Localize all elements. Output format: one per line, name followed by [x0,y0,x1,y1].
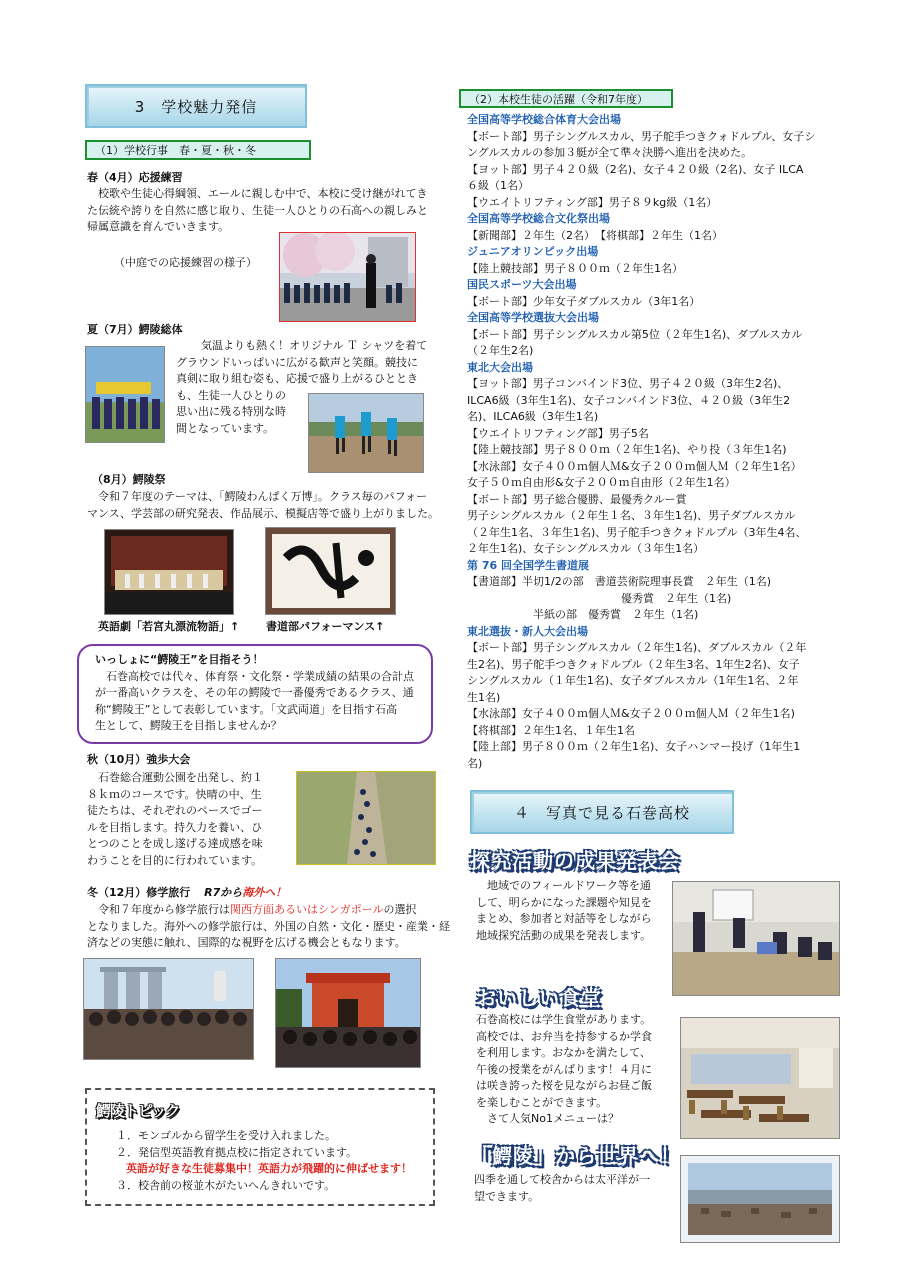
singapore-trip-photo [83,958,254,1060]
text-line: 済などの実態に触れ、国際的な視野を広げる機会ともなります。 [87,936,406,949]
competition-heading: 全国高等学校総合文化祭出場 [467,212,610,225]
research-title: 探究活動の成果発表会 [470,849,680,873]
topics-title: 鰐陵トピック [96,1102,180,1120]
text-line: 帰属意識を育んでいきます。 [87,220,230,233]
topic-item: ３．校舎前の桜並木がたいへんきれいです。 [116,1178,336,1192]
achievement-line: 【陸上競技部】男子８００ｍ（２年生1名） [467,261,683,275]
text-line: も、生徒一人ひとりの [176,388,286,402]
text-line: さて人気No1メニューは？ [476,1112,619,1125]
achievement-line: 【ボート部】男子シングルスカル、男子舵手つきクォドルプル、女子シ [467,129,816,143]
ocean-view-photo [680,1155,840,1243]
competition-heading: 第 76 回全国学生書道展 [467,558,589,572]
cafeteria-text [476,1012,652,1128]
achievement-line: 生1名) [467,690,501,704]
text-line: は咲き誇った桜を見ながらお昼ご飯 [476,1079,652,1092]
competition-heading: 東北選抜・新人大会出場 [467,624,588,638]
achievement-line: 女子５０ｍ自由形&女子２００ｍ自由形（２年生1名） [467,476,736,489]
cafeteria-title: おいしい食堂 [476,986,602,1010]
winter-title-red: 海外へ！ [242,886,287,899]
section-4-title: ４ 写真で見る石巻高校 [513,803,690,822]
text-line: ルを目指します。持久力を養い、ひ [87,820,263,834]
text-line: 生として、鰐陵王を目指しませんか？ [95,719,282,732]
long-walk-photo [296,771,436,865]
achievement-line: 名) [467,756,483,770]
achievement-line: （２年生2名) [467,344,534,357]
text-line: 真剣に取り組む姿も、応援で盛り上がるひととき [176,372,418,385]
research-presentation-photo [672,881,840,996]
competition-heading: 全国高等学校総合体育大会出場 [467,113,621,126]
english-drama-photo [104,529,234,615]
winter-title [87,885,286,902]
winter-title-em: R7から [204,886,243,899]
winter-title-main: 冬（12月）修学旅行 [87,886,191,899]
text-line: 石巻総合運動公園を出発し、約１ [87,771,263,784]
spring-caption: （中庭での応援練習の様子） [114,256,257,269]
text-line: 間となっています。 [176,421,275,435]
subsection-1-heading [85,140,311,160]
text-line: を楽しむことができます。 [476,1095,608,1109]
august-title: （8月）鰐陵祭 [92,473,166,486]
text-line: 地域探究活動の成果を発表します。 [476,928,652,942]
text-line: 石巻高校には学生食堂があります。 [476,1013,652,1026]
section-3-banner [85,84,307,128]
text-line: 四季を通して校舎からは太平洋が一 [474,1173,650,1186]
achievement-line: 【ウエイトリフティング部】男子８９kg級（1名） [467,195,718,209]
text-line: を利用します。おなかを満たして、 [476,1046,651,1059]
subsection-2-heading [459,89,673,108]
world-title: 「鰐陵」から世界へ！ [471,1144,681,1168]
achievement-line: （２年生1名、３年生1名)、男子舵手つきクォドルプル（3年生4名、 [467,525,807,539]
text-line: わうことを目的に行われています。 [87,853,263,867]
text-line: 徒たちは、それぞれのペースでゴー [87,804,263,817]
section-4-banner [470,790,734,834]
autumn-title: 秋（10月）強歩大会 [87,753,191,766]
autumn-text [87,770,263,869]
achievement-line: 【将棋部】２年生1名、１年生1名 [467,723,635,737]
research-text [476,878,652,944]
achievement-line: 【ヨット部】男子コンバインド3位、男子４２０級（3年生2名)、 [467,377,789,390]
spring-text [87,186,428,236]
achievement-line: 【水泳部】女子４００ｍ個人Ｍ&女子２００ｍ個人Ｍ（２年生1名） [467,459,802,473]
achievement-line: 【陸上競技部】男子８００ｍ（２年生1名)、やり投（３年生1名) [467,443,787,456]
text-line: して、明らかになった課題や知見を [476,895,652,909]
topics-list [116,1128,412,1194]
drama-caption: 英語劇「若宮丸漂流物語」↑ [98,620,240,633]
kansai-trip-photo [275,958,421,1068]
text-line: マンス、学芸部の研究発表、作品展示、模擬店等で盛り上がりました。 [87,506,439,520]
achievement-line: 【書道部】半切1/2の部 書道芸術院理事長賞 ２年生（1名) [467,575,771,588]
topic-item: １．モンゴルから留学生を受け入れました。 [116,1129,336,1142]
competition-heading: 国民スポーツ大会出場 [467,278,577,291]
calligraphy-caption: 書道部パフォーマンス↑ [266,620,385,633]
achievement-line: 【ボート部】少年女子ダブルスカル（3年1名） [467,294,701,308]
text-line: が一番高いクラスを、その年の鰐陵で一番優秀であるクラス、通 [95,686,414,699]
text-line: まとめ、参加者と対話等をしながら [476,912,652,925]
summer-title: 夏（7月）鰐陵総体 [87,323,183,336]
text-span: の選択 [383,903,417,916]
achievement-line: 優秀賞 ２年生（1名) [467,591,732,605]
section-3-title: 3 学校魅力発信 [134,97,258,116]
achievement-line: ングルスカルの参加３艇が全て準々決勝へ進出を決めた。 [467,146,753,159]
text-line: 気温よりも熱く！オリジナル Ｔ シャツを着て [190,339,428,352]
achievement-line: 【ウエイトリフティング部】男子5名 [467,426,649,440]
achievement-line: 【ヨット部】男子４２０級（2名)、女子４２０級（2名)、女子 ILCA [467,162,804,176]
achievement-line: ６級（1名） [467,179,529,192]
cafeteria-photo [680,1017,840,1139]
achievement-line: ILCA6級（3年生1名)、女子コンバインド3位、４２０級（3年生2 [467,393,791,407]
calligraphy-performance-photo [265,527,396,615]
achievement-line: 名)、ILCA6級（3年生1名) [467,410,599,423]
achievement-line: 半紙の部 優秀賞 ２年生（1名) [467,608,699,621]
achievement-line: 【ボート部】男子シングルスカル第5位（２年生1名)、ダブルスカル [467,327,803,341]
text-line: 午後の授業をがんばります！４月に [476,1062,652,1076]
text-line: 称“鰐陵王”として表彰しています。「文武両道」を目指す石高 [95,702,398,716]
august-text [87,489,439,522]
world-text [474,1172,650,1205]
text-line: 令和７年度のテーマは、「鰐陵わんぱく万博」。クラス毎のパフォー [87,490,428,503]
callout-title: いっしょに“鰐陵王”を目指そう！ [95,653,264,666]
achievement-line: 【水泳部】女子４００ｍ個人Ｍ&女子２００ｍ個人Ｍ（２年生1名) [467,707,795,720]
spring-title: 春（4月）応援練習 [87,171,183,184]
summer-sports-photo-1 [85,346,165,443]
achievement-line: 【陸上部】男子８００ｍ（２年生1名)、女子ハンマー投げ（1年生1 [467,740,801,753]
achievement-line: 【ボート部】男子総合優勝、最優秀クルー賞 [467,492,687,506]
text-line: とつのことを成し遂げる達成感を味 [87,837,263,850]
text-line: 望できます。 [474,1189,540,1203]
callout-text [95,652,414,735]
winter-text [87,902,450,952]
text-line [87,902,450,919]
text-line: グラウンドいっぱいに広がる歓声と笑顔。競技に [176,355,418,369]
competition-heading: 東北大会出場 [467,360,533,374]
text-line: ８ｋｍのコースです。快晴の中、生 [87,787,262,801]
text-line: 地域でのフィールドワーク等を通 [476,879,651,892]
competition-heading: 全国高等学校選抜大会出場 [467,311,599,324]
achievements-list [467,112,815,772]
text-line: となりました。海外への修学旅行は、外国の自然・文化・歴史・産業・経 [87,919,450,933]
achievement-line: シングルスカル（１年生1名)、女子ダブルスカル（1年生1名、２年 [467,674,799,687]
competition-heading: ジュニアオリンピック出場 [467,245,599,258]
text-line: 高校では、お弁当を持参するか学食 [476,1029,652,1043]
subsection-1-label: （1）学校行事 春・夏・秋・冬 [95,144,256,157]
subsection-2-label: （2）本校生徒の活躍（令和7年度） [469,92,648,106]
achievement-line: 生2名)、男子舵手つきクォドルプル（２年生3名、1年生2名)、女子 [467,657,800,671]
text-span: 令和７年度から修学旅行は [87,903,230,916]
text-line: 思い出に残る特別な時 [176,405,286,418]
achievement-line: ２年生1名)、女子シングルスカル（３年生1名） [467,542,705,555]
achievement-line: 男子シングルスカル（２年生１名、３年生1名)、男子ダブルスカル [467,509,796,522]
topic-item-highlight: 英語が好きな生徒募集中！英語力が飛躍的に伸ばせます！ [126,1162,412,1175]
topic-item: ２．発信型英語教育拠点校に指定されています。 [116,1145,358,1159]
text-span-red: 関西方面あるいはシンガポール [230,903,384,916]
achievement-line: 【ボート部】男子シングルスカル（２年生1名)、ダブルスカル（２年 [467,641,807,654]
cheer-practice-photo [279,232,416,322]
text-line: 校歌や生徒心得綱領、エールに親しむ中で、本校に受け継がれてき [87,187,428,200]
summer-sports-photo-2 [308,393,424,473]
text-line: た伝統や誇りを自然に感じ取り、生徒一人ひとりの石高への親しみと [87,203,428,217]
achievement-line: 【新聞部】２年生（2名） 【将棋部】２年生（1名） [467,228,723,242]
text-line: 石巻高校では代々、体育祭・文化祭・学業成績の結果の合計点 [95,669,414,683]
